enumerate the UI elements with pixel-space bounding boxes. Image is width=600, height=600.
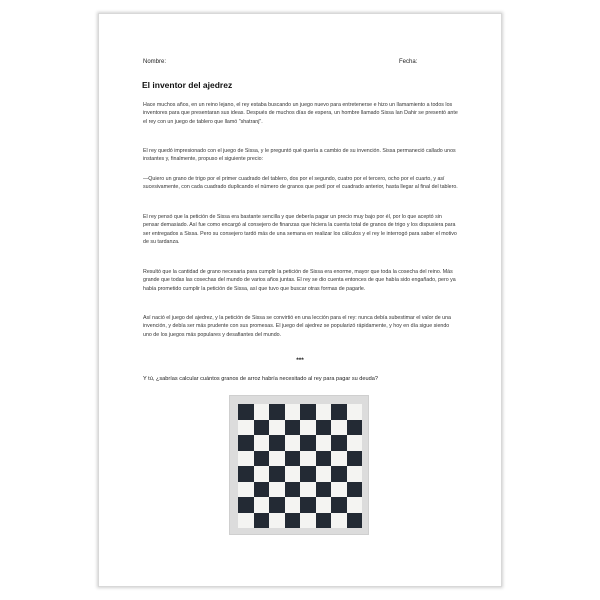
paragraph-4: El rey pensó que la petición de Sissa era bastante sencilla y que debería pagar un precio muy bajo por él, por lo que aceptó sin pensar demasiado. Así fue como encargó al consejero de finanzas que hiciera la cuenta total de granos de trigo y los dispusiera para ser entregados a Sissa. Pero su consejero tardó más de una semana en realizar los cálculos y el rey le interrogó para saber el motivo de su tardanza. — [143, 214, 457, 246]
chessboard-square — [347, 497, 363, 513]
chessboard-square — [347, 451, 363, 467]
chessboard-square — [331, 513, 347, 529]
chessboard-grid — [238, 404, 362, 528]
paragraph-6: Así nació el juego del ajedrez, y la petición de Sissa se convirtió en una lección para el rey: nunca debía subestimar el valor de una invención, y debía ser más prudente con sus promesas. El juego del ajedrez se popularizó rápidamente, y hoy en día sigue siendo uno de los juegos más populares y desafiantes del mundo. — [143, 315, 451, 338]
paragraph-1: Hace muchos años, en un reino lejano, el rey estaba buscando un juego nuevo para entretenerse e hizo un llamamiento a todos los inventores para que presentaran sus ideas. Después de muchos días de espera, un hombre llamado Sissa Ian Dahir se presentó ante el rey con un juego de tablero que llamó "shatranj". — [143, 102, 458, 125]
chessboard-square — [254, 513, 270, 529]
chessboard-square — [238, 404, 254, 420]
chessboard-square — [285, 513, 301, 529]
chessboard-square — [347, 513, 363, 529]
chessboard-square — [269, 451, 285, 467]
chessboard-square — [300, 451, 316, 467]
chessboard-square — [269, 497, 285, 513]
chessboard-square — [254, 404, 270, 420]
chessboard-square — [238, 513, 254, 529]
chessboard-square — [269, 513, 285, 529]
chessboard-square — [269, 466, 285, 482]
chessboard-square — [347, 420, 363, 436]
chessboard-square — [331, 451, 347, 467]
chessboard-square — [316, 513, 332, 529]
chessboard-square — [331, 404, 347, 420]
chessboard-square — [347, 466, 363, 482]
chessboard-square — [269, 420, 285, 436]
chessboard-square — [238, 420, 254, 436]
chessboard-square — [254, 497, 270, 513]
chessboard-square — [238, 451, 254, 467]
chessboard-square — [300, 466, 316, 482]
chessboard-square — [316, 466, 332, 482]
chessboard-square — [300, 420, 316, 436]
section-separator: *** — [296, 357, 304, 364]
chessboard-square — [316, 404, 332, 420]
chessboard-square — [254, 435, 270, 451]
chessboard-square — [300, 404, 316, 420]
chessboard-square — [316, 451, 332, 467]
chessboard-square — [285, 466, 301, 482]
chessboard-square — [347, 482, 363, 498]
chessboard-square — [254, 451, 270, 467]
chessboard-square — [300, 513, 316, 529]
chessboard-square — [331, 482, 347, 498]
paragraph-3: —Quiero un grano de trigo por el primer cuadrado del tablero, dos por el segundo, cuatro por el tercero, ocho por el cuarto, y así sucesivamente, con cada cuadrado duplicando el número de granos que pedí por el cuadrado anterior, hasta llegar al final del tablero. — [143, 176, 458, 191]
chessboard-square — [285, 497, 301, 513]
chessboard-image — [229, 395, 369, 535]
paragraph-5: Resultó que la cantidad de grano necesaria para cumplir la petición de Sissa era enorme, mayor que toda la cosecha del reino. Más grande que todas las cosechas del mundo de varios años juntas. El rey se dio cuenta entonces de que había sido engañado, pero ya había prometido cumplir la petición de Sissa, así que tuvo que buscar otras formas de pagarle. — [143, 269, 456, 292]
chessboard-square — [331, 466, 347, 482]
chessboard-square — [300, 435, 316, 451]
question-text: Y tú, ¿sabrías calcular cuántos granos de arroz habría necesitado al rey para pagar su deuda? — [143, 376, 378, 382]
chessboard-square — [285, 482, 301, 498]
chessboard-square — [316, 420, 332, 436]
page-title: El inventor del ajedrez — [142, 80, 233, 90]
chessboard-square — [254, 420, 270, 436]
chessboard-square — [331, 435, 347, 451]
chessboard-square — [238, 497, 254, 513]
chessboard-square — [300, 482, 316, 498]
chessboard-square — [316, 435, 332, 451]
chessboard-square — [254, 482, 270, 498]
chessboard-square — [285, 435, 301, 451]
chessboard-square — [347, 404, 363, 420]
chessboard-square — [347, 435, 363, 451]
chessboard-square — [331, 420, 347, 436]
chessboard-square — [238, 435, 254, 451]
chessboard-square — [300, 497, 316, 513]
name-label: Nombre: — [143, 59, 167, 65]
chessboard-square — [331, 497, 347, 513]
chessboard-square — [285, 451, 301, 467]
chessboard-square — [269, 482, 285, 498]
chessboard-square — [285, 404, 301, 420]
chessboard-square — [269, 404, 285, 420]
chessboard-square — [316, 482, 332, 498]
paragraph-2: El rey quedó impresionado con el juego de Sissa, y le preguntó qué quería a cambio de su invención. Sissa permaneció callado unos instantes y, finalmente, propuso el siguiente precio: — [143, 148, 456, 163]
chessboard-square — [254, 466, 270, 482]
chessboard-square — [238, 466, 254, 482]
date-label: Fecha: — [399, 59, 418, 65]
chessboard-square — [285, 420, 301, 436]
chessboard-square — [269, 435, 285, 451]
chessboard-square — [316, 497, 332, 513]
chessboard-square — [238, 482, 254, 498]
